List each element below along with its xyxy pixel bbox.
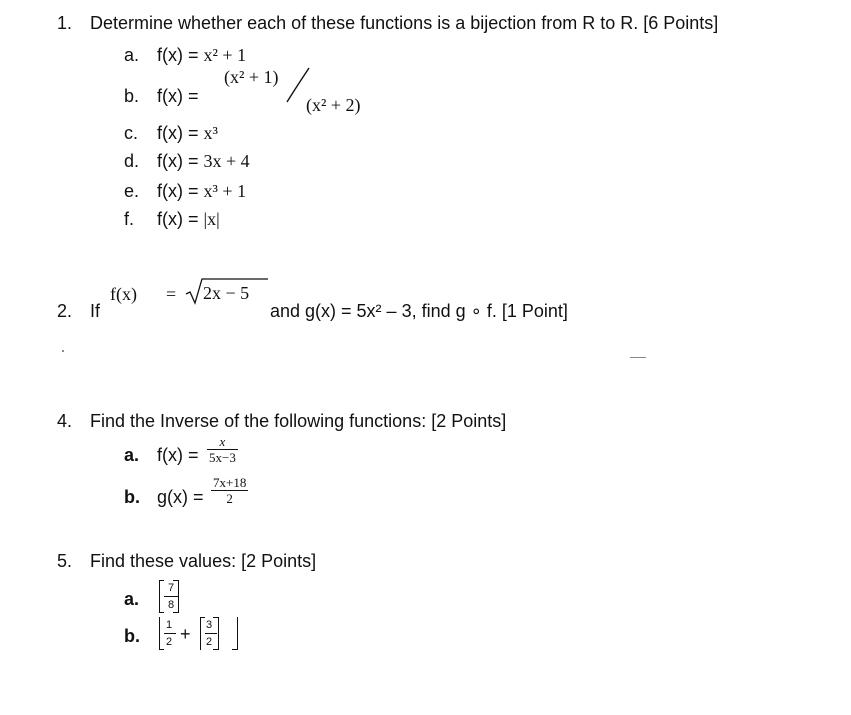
q1-item-a-label: a. [124,45,140,65]
q1-item-b-label: b. [124,86,140,106]
q1-item-f-lhs: f(x) = [157,209,204,229]
q1-item-b-denominator: (x² + 2) [306,95,361,115]
q1-item-e-label: e. [124,181,140,201]
q5-item-b-f1-bottom: 2 [166,636,173,648]
q1-item-c-label: c. [124,123,139,143]
q5-item-b-f1-top: 1 [166,619,173,631]
q5-item-a-bottom: 8 [168,599,175,611]
q2-radicand: 2x − 5 [203,283,250,303]
q1-item-a-lhs: f(x) = [157,45,204,65]
q4-item-b-lhs: g(x) = [157,487,204,507]
q1-item-a [157,44,246,66]
q4-item-b-numerator: 7x+18 [213,475,247,490]
q4-item-a-lhs: f(x) = [157,445,199,465]
q2-if: If [90,301,101,321]
q1-item-e [157,180,246,202]
scan-mark-left [62,350,64,352]
q1-item-a-rhs: x² + 1 [203,45,247,65]
q5-text: Find these values: [2 Points] [90,551,317,571]
q4-text: Find the Inverse of the following functions: [2 Points] [90,411,507,431]
q1-item-d [157,150,250,172]
q1-item-f-rhs: |x| [203,209,220,229]
q1-item-c-lhs: f(x) = [157,123,204,143]
q5-item-a-top: 7 [168,582,175,594]
q4-item-a-fraction [207,434,238,465]
q4-item-a-denominator: 5x−3 [209,450,236,465]
q1-item-e-rhs: x³ + 1 [203,181,247,201]
q2-fx: f(x) [110,284,137,304]
q1-item-d-label: d. [124,151,140,171]
q5-item-b-plus: + [180,624,191,644]
q1-item-b-numerator: (x² + 1) [224,67,279,87]
q5-item-b-f2-top: 3 [206,619,213,631]
q5-number: 5. [57,551,73,571]
q1-item-f-label: f. [124,209,135,229]
q4-item-b-fraction [211,475,248,506]
q5-item-a-label: a. [124,589,140,609]
q4-item-b-label: b. [124,487,140,507]
q5-item-b-f2-bottom: 2 [206,636,213,648]
q4-item-b-denominator: 2 [226,491,233,506]
q1-item-e-lhs: f(x) = [157,181,204,201]
q5-item-b-label: b. [124,626,140,646]
q2-rest: and g(x) = 5x² – 3, find g ∘ f. [1 Point] [270,301,568,321]
q1-item-f [157,208,220,230]
q1-item-c [157,122,218,144]
q2-number: 2. [57,301,73,321]
q1-text: Determine whether each of these functions is a bijection from R to R. [6 Points] [90,13,719,33]
q1-item-d-rhs: 3x + 4 [203,151,250,171]
q4-item-a-label: a. [124,445,140,465]
q4-number: 4. [57,411,73,431]
q4-item-a-numerator: x [207,434,238,450]
q2-equals: = [166,284,177,304]
q1-item-c-rhs: x³ [203,123,218,143]
q1-item-b-lhs: f(x) = [157,86,199,106]
q1-number: 1. [57,13,73,33]
q1-item-d-lhs: f(x) = [157,151,204,171]
scan-mark-right [630,357,646,358]
